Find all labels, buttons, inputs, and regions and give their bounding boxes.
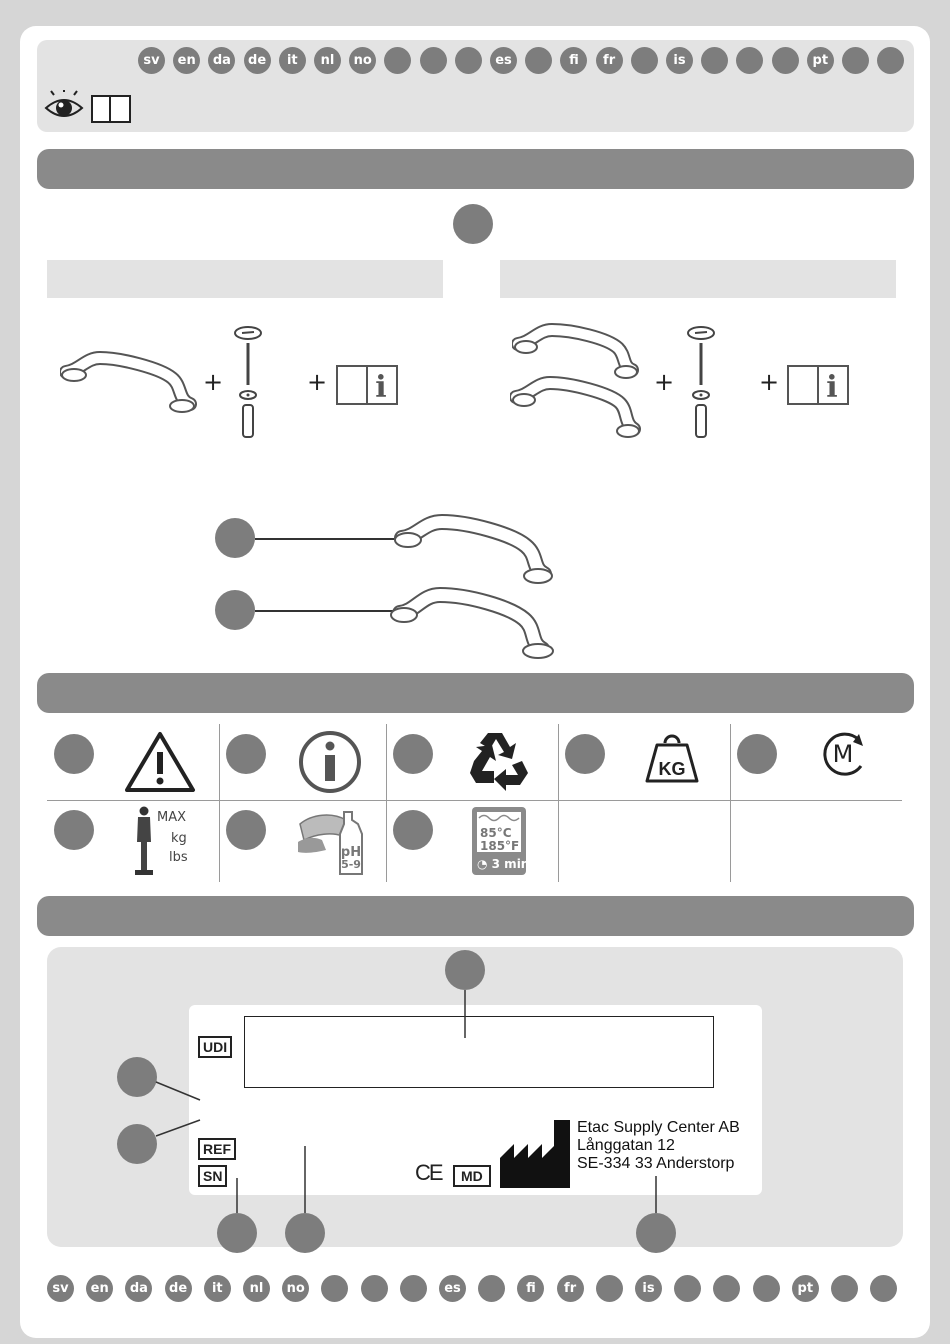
language-blank-button[interactable] xyxy=(400,1275,427,1302)
wash-time-value: 3 min xyxy=(491,857,530,871)
plus-icon: + xyxy=(759,368,780,396)
language-fi-button[interactable]: fi xyxy=(517,1275,544,1302)
ce-mark: CE xyxy=(415,1160,442,1185)
language-de-button[interactable]: de xyxy=(244,47,271,74)
manufacturer-line1: Etac Supply Center AB xyxy=(577,1119,740,1136)
manufacturer-line3: SE-334 33 Anderstorp xyxy=(577,1155,735,1172)
temp-c-label: 85°C xyxy=(480,826,512,840)
temp-f-label: 185°F xyxy=(480,839,520,853)
language-fr-button[interactable]: fr xyxy=(596,47,623,74)
kg-text: KG xyxy=(658,759,686,779)
kg-label: kg xyxy=(171,831,187,846)
md-tag: MD xyxy=(453,1165,491,1187)
language-es-button[interactable]: es xyxy=(490,47,517,74)
language-es-button[interactable]: es xyxy=(439,1275,466,1302)
language-pt-button[interactable]: pt xyxy=(792,1275,819,1302)
ref-tag: REF xyxy=(198,1138,236,1160)
language-blank-button[interactable] xyxy=(674,1275,701,1302)
ph-text: pH xyxy=(340,845,362,860)
language-sv-button[interactable]: sv xyxy=(47,1275,74,1302)
svg-text:i: i xyxy=(375,370,387,405)
language-nl-button[interactable]: nl xyxy=(243,1275,270,1302)
ph-range-text: 5-9 xyxy=(341,858,361,871)
language-blank-button[interactable] xyxy=(870,1275,897,1302)
language-fi-button[interactable]: fi xyxy=(560,47,587,74)
language-blank-button[interactable] xyxy=(596,1275,623,1302)
language-is-button[interactable]: is xyxy=(635,1275,662,1302)
max-label: MAX xyxy=(157,810,187,825)
manufacturer-line2: Långgatan 12 xyxy=(577,1137,675,1154)
language-blank-button[interactable] xyxy=(753,1275,780,1302)
language-no-button[interactable]: no xyxy=(349,47,376,74)
language-en-button[interactable]: en xyxy=(86,1275,113,1302)
m-text: M xyxy=(832,740,854,768)
svg-text:i: i xyxy=(826,370,838,405)
plus-icon: + xyxy=(203,368,224,396)
language-fr-button[interactable]: fr xyxy=(557,1275,584,1302)
language-de-button[interactable]: de xyxy=(165,1275,192,1302)
language-no-button[interactable]: no xyxy=(282,1275,309,1302)
language-is-button[interactable]: is xyxy=(666,47,693,74)
language-en-button[interactable]: en xyxy=(173,47,200,74)
wash-time-label: ◔ 3 min xyxy=(477,857,530,871)
language-da-button[interactable]: da xyxy=(208,47,235,74)
plus-icon: + xyxy=(307,368,328,396)
language-blank-button[interactable] xyxy=(478,1275,505,1302)
language-it-button[interactable]: it xyxy=(279,47,306,74)
sn-tag: SN xyxy=(198,1165,227,1187)
language-blank-button[interactable] xyxy=(831,1275,858,1302)
language-nl-button[interactable]: nl xyxy=(314,47,341,74)
language-it-button[interactable]: it xyxy=(204,1275,231,1302)
plus-icon: + xyxy=(654,368,675,396)
language-sv-button[interactable]: sv xyxy=(138,47,165,74)
language-pt-button[interactable]: pt xyxy=(807,47,834,74)
language-blank-button[interactable] xyxy=(361,1275,388,1302)
language-da-button[interactable]: da xyxy=(125,1275,152,1302)
lbs-label: lbs xyxy=(169,850,188,865)
udi-tag: UDI xyxy=(198,1036,232,1058)
